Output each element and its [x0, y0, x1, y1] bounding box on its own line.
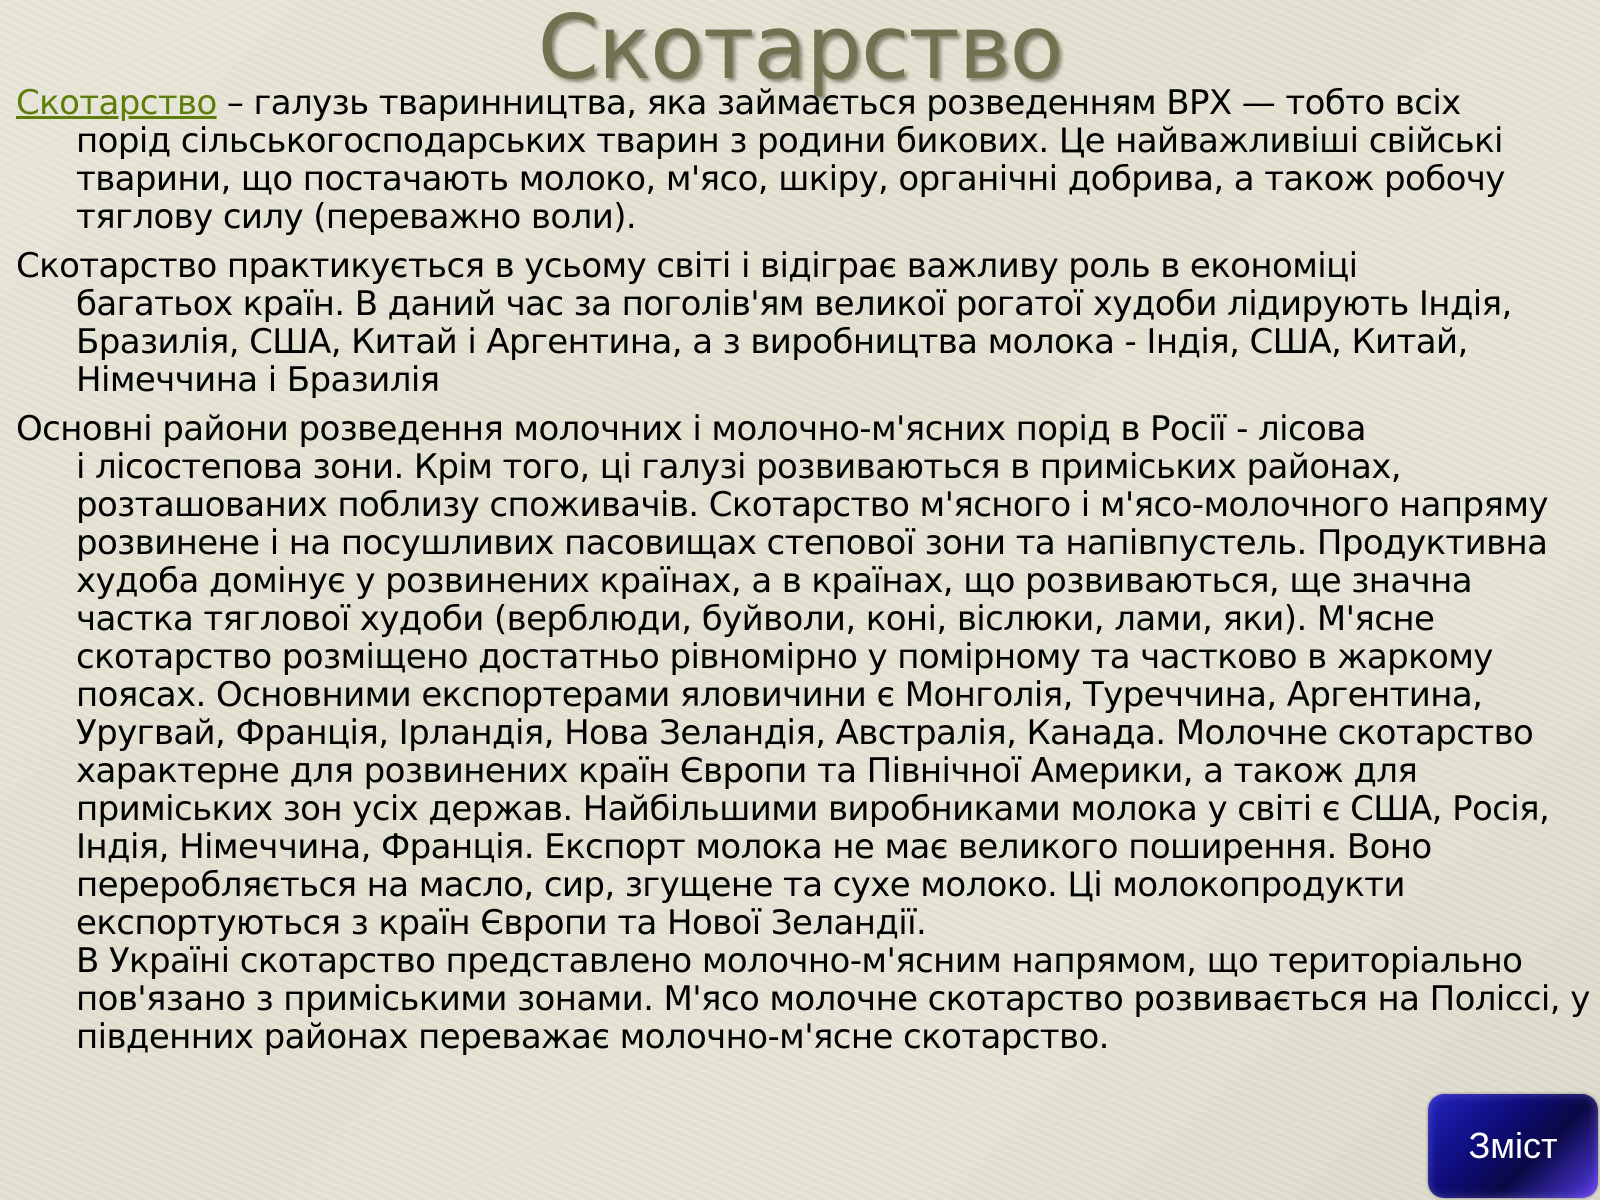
slide-body	[16, 84, 1596, 1067]
regions-continuation: і лісостепова зони. Крім того, ці галузі розвиваються в приміських районах, розташованих поблизу споживачів. Скотарство м'ясного і м'ясо-молочного напряму розвинене і на посушливих пасовищах степової зони та напівпустель. Продуктивна худоба домінує у розвинених країнах, а в країнах, що розвиваються, ще значна частка тяглової худоби (верблюди, буйволи, коні, віслюки, лами, яки). М'ясне скотарство розміщено достатньо рівномірно у помірному та частково в жаркому поясах. Основними експортерами яловичини є Монголія, Туреччина, Аргентина, Уругвай, Франція, Ірландія, Нова Зеландія, Австралія, Канада. Молочне скотарство характерне для розвинених країн Європи та Північної Америки, а також для приміських зон усіх держав. Найбільшими виробниками молока у світі є США, Росія, Індія, Німеччина, Франція. Експорт молока не має великого поширення. Воно переробляється на масло, сир, згущене та сухе молоко. Ці молокопродукти експортуються з країн Європи та Нової Зеландії.	[76, 447, 1550, 943]
definition-continuation: порід сільськогосподарських тварин з родини бикових. Це найважливіші свійські тварини, що постачають молоко, м'ясо, шкіру, органічні добрива, а також робочу тяглову силу (переважно воли).	[76, 121, 1505, 237]
regions-lead: Основні райони розведення молочних і молочно-м'ясних порід в Росії - лісова	[16, 409, 1366, 449]
ukraine-text: В Україні скотарство представлено молочно-м'ясним напрямом, що територіально пов'язано з приміськими зонами. М'ясо молочне скотарство розвивається на Поліссі, у південних районах переважає молочно-м'ясне скотарство.	[76, 941, 1590, 1057]
paragraph-definition	[16, 84, 1596, 236]
slide-title: Скотарство	[537, 0, 1063, 99]
paragraph-world	[16, 247, 1596, 399]
contents-button[interactable]: Зміст	[1428, 1094, 1598, 1198]
world-lead: Скотарство практикується в усьому світі і відіграє важливу роль в економіці	[16, 246, 1358, 286]
world-continuation: багатьох країн. В даний час за поголів'ям великої рогатої худоби лідирують Індія, Бразилія, США, Китай і Аргентина, а з виробництва молока - Індія, США, Китай, Німеччина і Бразилія	[76, 284, 1512, 400]
definition-link[interactable]: Скотарство	[16, 83, 217, 123]
definition-lead: – галузь тваринництва, яка займається розведенням ВРХ — тобто всіх	[216, 83, 1461, 123]
paragraph-regions	[16, 410, 1596, 1056]
